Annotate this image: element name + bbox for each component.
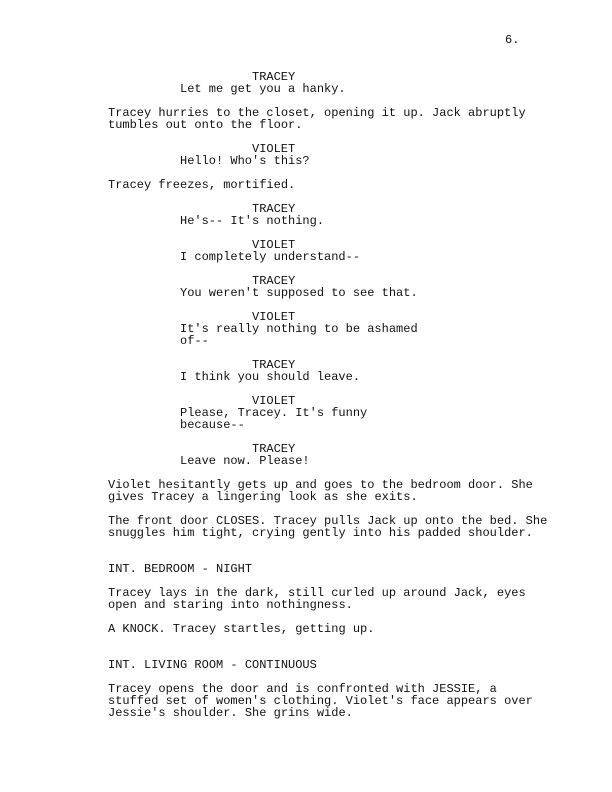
dialogue-block: [108, 275, 548, 299]
character-name: VIOLET: [252, 394, 296, 408]
action-line: Violet hesitantly gets up and goes to the bedroom door. She gives Tracey a lingering look as she exits.: [108, 478, 533, 504]
character-name: VIOLET: [252, 310, 296, 324]
dialogue-text: I think you should leave.: [180, 370, 361, 384]
action-line: A KNOCK. Tracey startles, getting up.: [108, 622, 375, 636]
character-name: TRACEY: [252, 70, 296, 84]
character-name: VIOLET: [252, 142, 296, 156]
character-name: TRACEY: [252, 442, 296, 456]
dialogue-text: He's-- It's nothing.: [180, 214, 325, 228]
dialogue-text: I completely understand--: [180, 250, 361, 264]
action-line: The front door CLOSES. Tracey pulls Jack up onto the bed. She snuggles him tight, crying gently into his padded shoulder.: [108, 514, 548, 540]
action-line: Tracey lays in the dark, still curled up around Jack, eyes open and staring into nothingness.: [108, 586, 526, 612]
dialogue-block: [108, 395, 548, 431]
scene-heading: INT. LIVING ROOM - CONTINUOUS: [108, 658, 317, 672]
dialogue-block: [108, 311, 548, 347]
dialogue-text: You weren't supposed to see that.: [180, 286, 418, 300]
character-name: TRACEY: [252, 358, 296, 372]
dialogue-text: Leave now. Please!: [180, 454, 310, 468]
scene-heading: INT. BEDROOM - NIGHT: [108, 562, 253, 576]
dialogue-block: [108, 239, 548, 263]
screenplay-body: [108, 71, 548, 731]
dialogue-text: It's really nothing to be ashamed of--: [180, 322, 418, 348]
character-name: TRACEY: [252, 274, 296, 288]
dialogue-text: Please, Tracey. It's funny because--: [180, 406, 375, 432]
page-number: 6.: [505, 33, 520, 47]
action-line: Tracey hurries to the closet, opening it up. Jack abruptly tumbles out onto the floor.: [108, 106, 526, 132]
character-name: TRACEY: [252, 202, 296, 216]
dialogue-block: [108, 359, 548, 383]
dialogue-text: Hello! Who's this?: [180, 154, 310, 168]
dialogue-block: [108, 203, 548, 227]
action-line: Tracey freezes, mortified.: [108, 178, 296, 192]
dialogue-block: [108, 143, 548, 167]
dialogue-block: [108, 443, 548, 467]
action-line: Tracey opens the door and is confronted with JESSIE, a stuffed set of women's clothing. Violet's face appears over Jessie's shoulder. She grins wide.: [108, 682, 533, 720]
character-name: VIOLET: [252, 238, 296, 252]
dialogue-block: [108, 71, 548, 95]
dialogue-text: Let me get you a hanky.: [180, 82, 346, 96]
